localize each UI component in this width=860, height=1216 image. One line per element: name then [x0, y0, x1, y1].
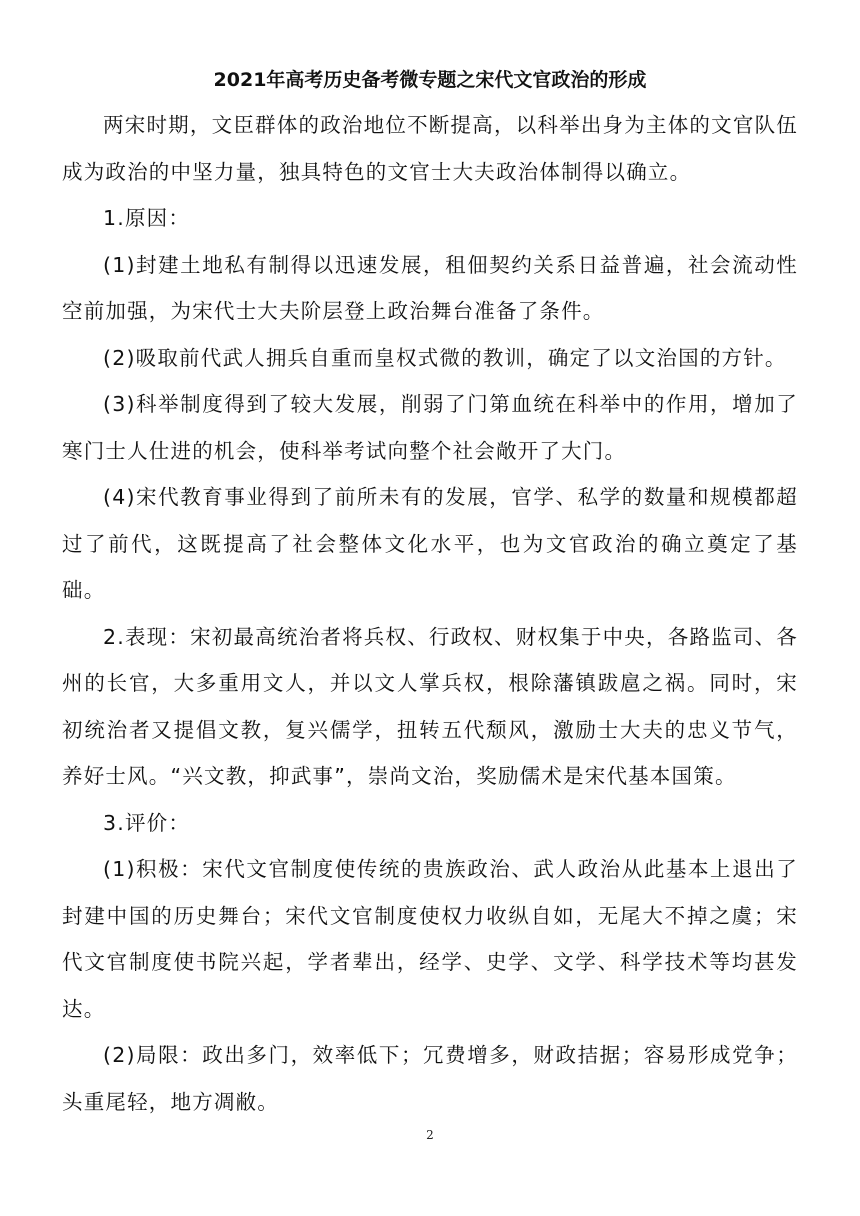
document-title: 2021年高考历史备考微专题之宋代文官政治的形成 [213, 69, 647, 91]
cause-item-1: (1)封建土地私有制得以迅速发展，租佃契约关系日益普遍，社会流动性空前加强，为宋代士大夫阶层登上政治舞台准备了条件。 [62, 252, 798, 323]
section-heading-evaluation: 3.评价： [103, 810, 191, 835]
cause-item-4: (4)宋代教育事业得到了前所未有的发展，官学、私学的数量和规模都超过了前代，这既提高了社会整体文化水平，也为文官政治的确立奠定了基础。 [62, 485, 798, 602]
cause-item-2: (2)吸取前代武人拥兵自重而皇权式微的教训，确定了以文治国的方针。 [103, 345, 787, 370]
section-manifestation: 2.表现：宋初最高统治者将兵权、行政权、财权集于中央，各路监司、各州的长官，大多重用文人，并以文人掌兵权，根除藩镇跋扈之祸。同时，宋初统治者又提倡文教，复兴儒学，扭转五代颓风，激励士大夫的忠义节气，养好士风。“兴文教，抑武事”，崇尚文治，奖励儒术是宋代基本国策。 [62, 624, 798, 788]
evaluation-positive: (1)积极：宋代文官制度使传统的贵族政治、武人政治从此基本上退出了封建中国的历史舞台；宋代文官制度使权力收纵自如，无尾大不掉之虞；宋代文官制度使书院兴起，学者辈出，经学、史学、文学、科学技术等均甚发达。 [62, 857, 798, 1021]
intro-paragraph: 两宋时期，文臣群体的政治地位不断提高，以科举出身为主体的文官队伍成为政治的中坚力量，独具特色的文官士大夫政治体制得以确立。 [62, 113, 798, 184]
page-number: 2 [426, 1128, 434, 1142]
evaluation-limitations: (2)局限：政出多门，效率低下；冗费增多，财政拮据；容易形成党争；头重尾轻，地方凋敝。 [62, 1043, 798, 1114]
cause-item-3: (3)科举制度得到了较大发展，削弱了门第血统在科举中的作用，增加了寒门士人仕进的机会，使科举考试向整个社会敞开了大门。 [62, 392, 798, 463]
section-heading-causes: 1.原因： [103, 206, 191, 230]
document-page [62, 66, 798, 1125]
